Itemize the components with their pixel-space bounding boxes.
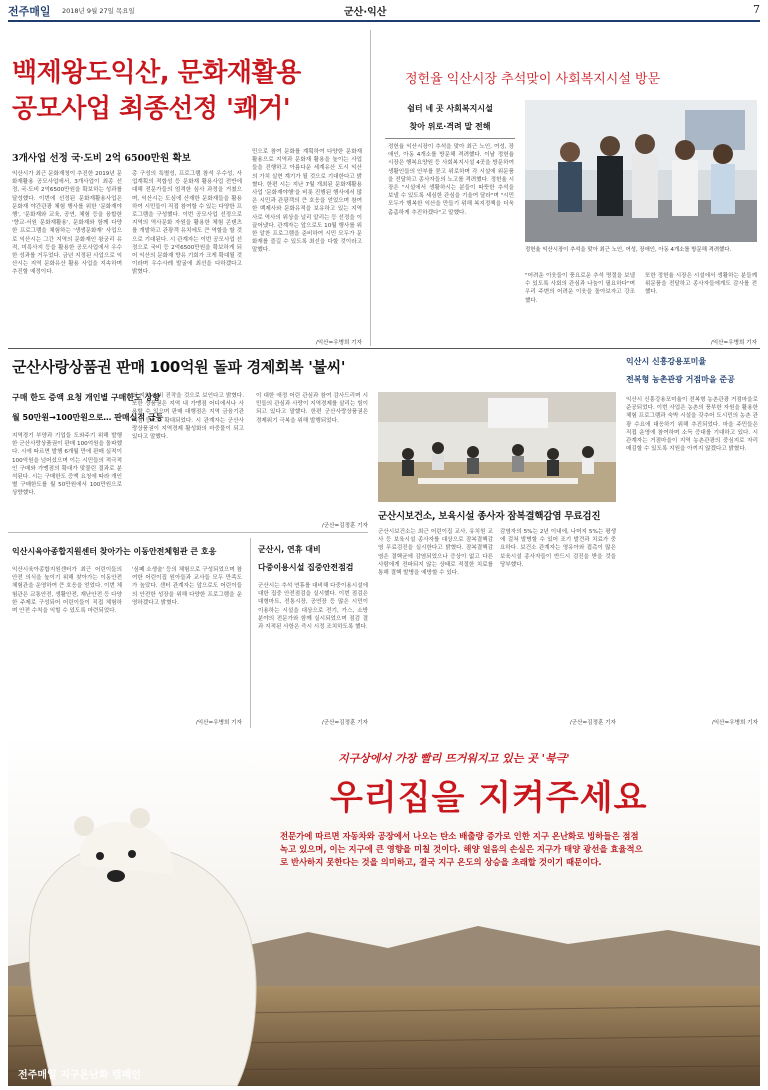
story2-photo-caption: 정헌율 익산시장이 추석을 맞아 최근 노인, 여성, 장애인, 아동 4개소를 방문해 격려했다. — [525, 247, 732, 253]
story6-col2: 감염자의 5%는 2년 이내에, 나머지 5%는 평생에 걸쳐 발병할 수 있어 조기 발견과 치료가 중요하다. 보건소 관계자는 영유아와 접촉이 많은 보육시설 종사자들이 반드시 검진을 받을 것을 당부했다. — [500, 529, 616, 568]
story5-headline-line2: 다중이용시설 집중안전점검 — [258, 563, 354, 572]
ad-body-line3: 로 반사하지 못한다는 것을 의미하고, 결국 지구 온도의 상승을 초래할 것이기 때문이다. — [280, 857, 602, 867]
story2-subhead2: 찾아 위로·격려 말 전해 — [409, 122, 491, 131]
story5-body: 군산시는 추석 연휴를 대비해 다중이용시설에 대한 집중 안전점검을 실시했다. 이번 점검은 대형마트, 전통시장, 공연장 등 많은 시민이 이용하는 시설을 대상으로 전기, 가스, 소방 분야의 전문가와 함께 실시되었으며 점검 결과 지적된 사항은 즉시 시정 조치하도록 했다. — [258, 583, 368, 631]
story3-subhead2: 월 50만원→100만원으로… 판매실적 급등 — [12, 413, 164, 422]
story4-col1: 익산시육아종합지원센터가 최근 어린이들의 안전 의식을 높이기 위해 찾아가는 이동안전체험관을 운영하여 큰 호응을 얻었다. 이번 체험관은 교통안전, 생활안전, 재난안전 등 다양한 주제로 구성되어 어린이들이 직접 체험하며 안전 수칙을 익힐 수 있도록 마련되었다. — [12, 567, 122, 615]
story3-photo — [378, 392, 616, 502]
story2-col2: 또한 정헌율 시장은 시설에서 생활하는 분들께 위문품을 전달하고 종사자들에게도 감사를 전했다. — [645, 273, 757, 296]
story6-col1: 군산시보건소는 최근 어린이집 교사, 유치원 교사 등 보육시설 종사자를 대상으로 잠복결핵감염 무료검진을 실시한다고 밝혔다. 잠복결핵감염은 결핵균에 감염되었으나 증상이 없고 다른 사람에게 전파되지 않는 상태로 적절한 치료를 통해 결핵 발병을 예방할 수 있다. — [378, 529, 493, 577]
horizontal-rule — [8, 348, 760, 349]
story4-top-rule — [8, 532, 368, 533]
story2-subhead1: 쉼터 네 곳 사회복지시설 — [407, 104, 493, 113]
masthead-rule — [8, 20, 760, 22]
story1-headline-line2: 공모사업 최종선정 '쾌거' — [12, 94, 291, 124]
story2-headline: 정헌율 익산시장 추석맞이 사회복지시설 방문 — [405, 72, 661, 87]
ad-tagline: 지구상에서 가장 빨리 뜨거워지고 있는 곳 '북극' — [338, 752, 570, 765]
ad-footer: 전주매일 지구온난화 캠페인 — [18, 1070, 141, 1081]
story2-quote: "어려운 이웃들이 풍요로운 추석 명절을 보낼 수 있도록 사회의 관심과 나눔이 필요하다"며 우리 주변의 어려운 이웃을 돌아보자고 강조했다. — [525, 273, 635, 304]
story7-headline-line2: 전복형 농촌관광 거점마을 준공 — [626, 375, 735, 384]
story1-col3: 민으로 참여 문화를 계획하여 다양한 문화재 활용으로 지역과 문화재 활용을 높이는 사업들을 진행하고 아름다운 세계유산 도시 익산의 가치 실현 계기가 될 것으로 기대한다고 밝혔다. 한편 시는 지난 7월 개최된 문화재활용사업 '문화재야행'을 비롯 진행된 행사에서 많은 시민과 관광객의 큰 호응을 얻었으며 참여한 백제사와 문화유적을 보유하고 있는 지역사로 역사의 위상을 널리 알리는 등 선정을 이끌어냈다. 관계자는 앞으로도 10월 행사를 위한 알찬 프로그램을 준비하여 시민 모두가 문화재를 즐길 수 있도록 최선을 다할 것이라고 말했다. — [252, 149, 362, 254]
masthead-date: 2018년 9월 27일 목요일 — [62, 7, 135, 15]
story7-body: 익산시 신흥강용포미율이 전복형 농촌관광 거점마을로 준공되었다. 이번 사업은 농촌의 풍부한 자원을 활용한 체험 프로그램과 숙박 시설을 갖추어 도시민의 농촌 관광 수요에 대응하기 위해 추진되었다. 마을 주민들은 직접 운영에 참여하며 소득 증대를 기대하고 있다. 시 관계자는 거점마을이 지역 농촌관광의 중심지로 자리매김할 수 있도록 지원을 아끼지 않겠다고 밝혔다. — [626, 397, 758, 453]
story4-byline: /익산=우병희 기자 — [195, 720, 242, 726]
masthead — [0, 0, 768, 20]
story1-subhead: 3개사업 선정 국·도비 2억 6500만원 확보 — [12, 153, 191, 164]
story1-col1: 익산시가 최근 문화재청이 추진한 2019년 문화재활용 공모사업에서, 3개사업이 최종 선정, 국·도비 2억6500만원을 확보하는 성과를 달성했다. 이번에 선정된 문화재활용사업은 문화재 야간관광 체험 행사를 위한 '문화재야행', '문화재와 교육, 공연, 체험 등을 융합한 '향교·서원 문화재활용', 문화재와 함께 다양한 프로그램을 체험하는 '생생문화재' 사업으로 익산시는 그간 지역의 문화재인 왕궁리 유적, 미륵사지 등을 활용한 공모사업에서 우수한 성과를 거두었다. 금년 지정된 사업으로 익산시는 지역 문화유산 활용 사업을 지속하며 추진할 예정이다. — [12, 171, 122, 276]
story3-subhead1: 구매 한도 증액 요청 개인별 구매한도 상향 — [12, 393, 161, 402]
story2-photo — [525, 100, 757, 242]
story3-byline: /군산=김정훈 기자 — [321, 523, 368, 529]
story3-col2: 의 지역 소비 진작을 것으로 보인다고 밝혔다. 또한 상품권은 지역 내 가맹점 어디에서나 사용할 수 있으며 판매 대행점은 지역 금융기관 지점 등으로 확대되었다. 시 관계자는 군산사랑상품권이 지역경제 활성화의 마중물이 되고 있다고 말했다. — [132, 393, 244, 441]
story6-byline: /군산=김정훈 기자 — [569, 720, 616, 726]
masthead-page-number: 7 — [753, 3, 760, 16]
story4-col2: '심폐 소생술' 등의 체험으로 구성되었으며 참여한 어린이집 원아들과 교사들 모두 만족도가 높았다. 센터 관계자는 앞으로도 어린이들의 안전한 성장을 위해 다양한 프로그램을 운영하겠다고 밝혔다. — [132, 567, 242, 606]
classroom-photo-illustration — [378, 392, 616, 502]
story3-headline: 군산사랑상품권 판매 100억원 돌파 경제회복 '불씨' — [12, 358, 346, 376]
story7-headline-line1: 익산시 신흥강용포미율 — [626, 357, 707, 366]
story1-byline: /익산=우병희 기자 — [315, 340, 362, 346]
ad-banner — [8, 736, 760, 1086]
group-photo-illustration — [525, 100, 757, 242]
masthead-logo: 전주매일 — [8, 5, 51, 18]
ad-headline: 우리집을 지켜주세요 — [330, 778, 648, 818]
column-rule — [370, 30, 371, 346]
story6-headline: 군산시보건소, 보육시설 종사자 잠복결핵감염 무료검진 — [378, 511, 601, 522]
story5-left-rule — [250, 538, 251, 728]
story5-headline-line1: 군산시, 연휴 대비 — [258, 545, 321, 554]
ad-body-line1: 전문가에 따르면 자동차와 공장에서 나오는 탄소 배출량 증가로 인한 지구 온난화로 빙하들은 점점 — [280, 831, 639, 841]
story1-headline-line1: 백제왕도익산, 문화재활용 — [12, 58, 301, 88]
story7-byline: /익산=우병희 기자 — [711, 720, 758, 726]
story5-byline: /군산=김정훈 기자 — [321, 720, 368, 726]
story2-body: 정헌율 익산시장이 추석을 맞아 최근 노인, 여성, 장애인, 아동 4개소를 방문해 격려했다. 이날 정헌율 시장은 행복요양원 등 사회복지시설 4곳을 방문하여 생활인들의 안부를 묻고 위로하며 각 시설에 위문품을 전달하고 종사자들의 노고를 격려했다. 정헌율 시장은 "시설에서 생활하시는 분들이 따뜻한 추석을 보낼 수 있도록 세심한 관심을 기울여 달라"며 "시민 모두가 행복한 익산을 만들기 위해 복지정책을 더욱 촘촘하게 추진하겠다"고 말했다. — [388, 144, 514, 216]
ad-body-line2: 녹고 있으며, 이는 지구에 큰 영향을 미칠 것이다. 해양 얼음의 손실은 지구가 태양 광선을 효율적으 — [280, 844, 643, 854]
masthead-section: 군산·익산 — [344, 7, 387, 18]
story1-col2: 총 구성의 특별성, 프로그램 참석 우수성, 사업계획의 적합성 등 문화재 활용사업 전반에 대해 전문가들의 엄격한 심사 과정을 거쳤으며, 익산시는 도심에 산재한 문화재들을 활용하여 시민들이 직접 참여할 수 있는 다양한 프로그램을 구성했다. 이번 공모사업 선정으로 지역의 역사문화 자원을 활용한 체험 콘텐츠를 개발하고 관광객 유치에도 큰 역할을 할 것으로 기대된다. 시 관계자는 이번 공모사업 선정으로 국비 등 2억6500만원을 확보하게 되어 익산의 문화재 향유 기회가 크게 확대될 것이라며 우수사례 발굴에 최선을 다하겠다고 밝혔다. — [132, 171, 242, 276]
story3-col1: 지역경기 부양과 기업들 도와주기 위해 발행한 군산사랑상품권이 판매 100억원을 돌파했다. 시에 따르면 발행 6개월 만에 판매 실적이 100억원을 넘어섰으며 이는 시민들의 적극적인 구매와 가맹점의 확대가 맞물린 결과로 분석된다. 시는 구매한도 증액 요청에 따라 개인별 구매한도를 월 50만원에서 100만원으로 상향했다. — [12, 433, 122, 497]
story4-headline: 익산시육아종합지원센터 찾아가는 이동안전체험관 큰 호응 — [12, 547, 217, 556]
polar-bear-illustration — [12, 796, 282, 1086]
story2-byline: /익산=우병희 기자 — [710, 340, 757, 346]
story2-sub-rule — [385, 138, 515, 139]
story3-col3: 이 대한 애정 어린 관심과 참여 감사드리며 시민들의 관심과 사랑이 지역경제를 살리는 힘이 되고 있다고 말했다. 한편 군산사랑상품권은 경제위기 극복을 위해 발행되었다. — [256, 393, 368, 424]
